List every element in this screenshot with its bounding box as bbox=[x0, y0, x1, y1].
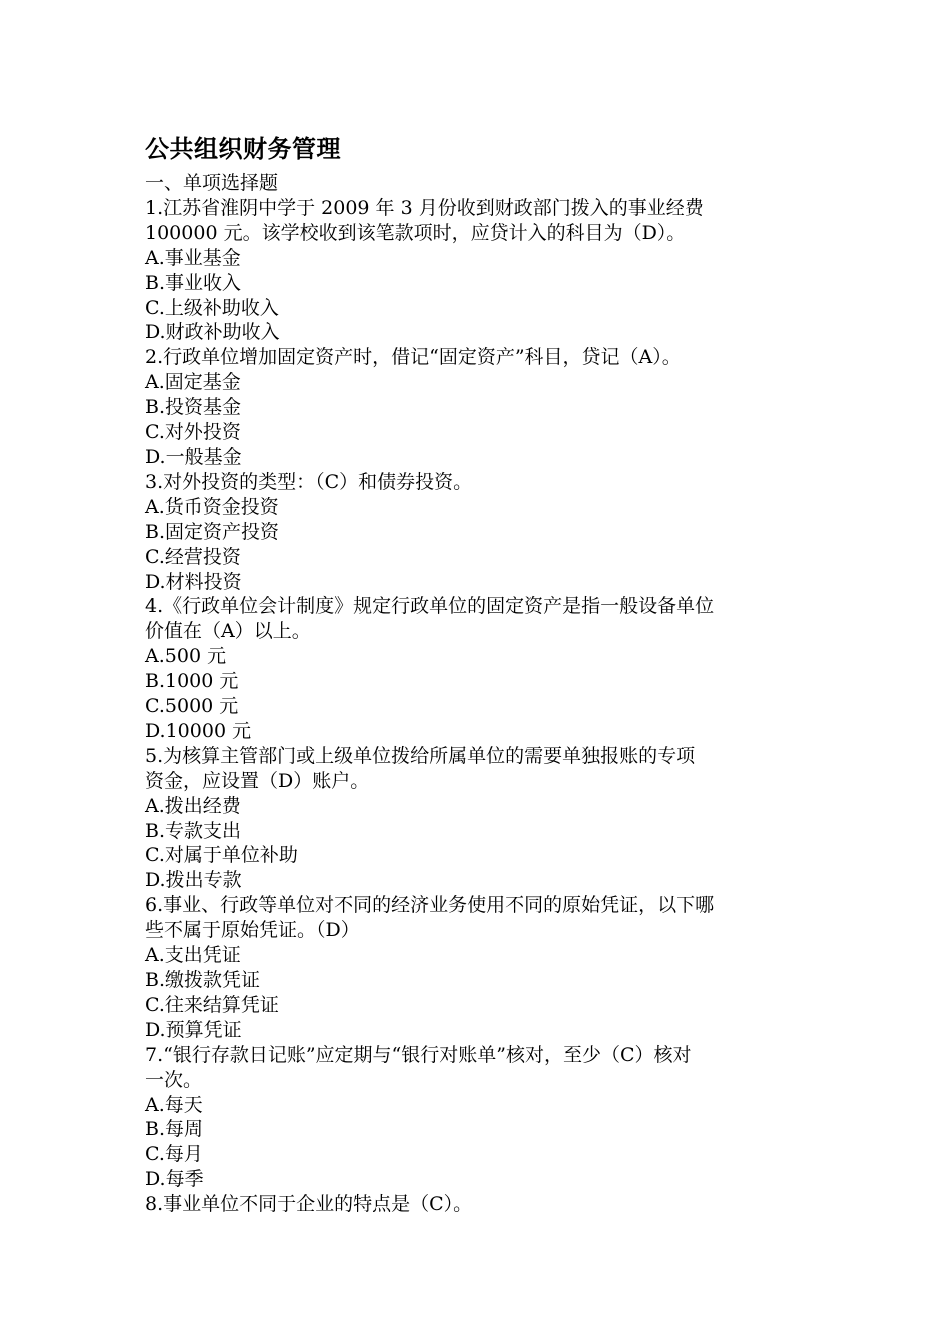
question-4-stem-line-2: 价值在（A）以上。 bbox=[145, 620, 311, 643]
question-list bbox=[145, 196, 825, 1217]
question-7-option-d: D.每季 bbox=[145, 1168, 204, 1191]
question-7-option-a: A.每天 bbox=[145, 1093, 203, 1116]
question-3-option-d: D.材料投资 bbox=[145, 570, 242, 593]
question-5-option-a: A.拨出经费 bbox=[145, 794, 241, 817]
question-7-stem-line-1: 7.“银行存款日记账”应定期与“银行对账单”核对，至少（C）核对 bbox=[145, 1043, 692, 1066]
question-8-stem: 8.事业单位不同于企业的特点是（C）。 bbox=[145, 1193, 473, 1216]
question-6-stem-line-1: 6.事业、行政等单位对不同的经济业务使用不同的原始凭证，以下哪 bbox=[145, 894, 715, 917]
question-5-stem-line-1: 5.为核算主管部门或上级单位拨给所属单位的需要单独报账的专项 bbox=[145, 744, 696, 767]
question-2-option-a: A.固定基金 bbox=[145, 371, 241, 394]
question-4-stem-line-1: 4.《行政单位会计制度》规定行政单位的固定资产是指一般设备单位 bbox=[145, 595, 715, 618]
question-2-option-d: D.一般基金 bbox=[145, 445, 242, 468]
question-4-option-d: D.10000 元 bbox=[145, 719, 252, 742]
question-3-option-a: A.货币资金投资 bbox=[145, 495, 279, 518]
question-4-option-a: A.500 元 bbox=[145, 645, 227, 668]
question-1-option-b: B.事业收入 bbox=[145, 271, 242, 294]
question-2-option-b: B.投资基金 bbox=[145, 396, 242, 419]
question-2-stem: 2.行政单位增加固定资产时，借记“固定资产”科目，贷记（A）。 bbox=[145, 346, 681, 369]
question-3-stem: 3.对外投资的类型：（C）和债券投资。 bbox=[145, 470, 473, 493]
question-1-option-a: A.事业基金 bbox=[145, 246, 241, 269]
question-7-option-b: B.每周 bbox=[145, 1118, 204, 1141]
question-1-stem-line-1: 1.江苏省淮阴中学于 2009 年 3 月份收到财政部门拨入的事业经费 bbox=[145, 196, 704, 219]
question-5-option-d: D.拨出专款 bbox=[145, 869, 242, 892]
question-6-option-c: C.往来结算凭证 bbox=[145, 993, 279, 1016]
question-4-option-b: B.1000 元 bbox=[145, 670, 239, 693]
question-3-option-c: C.经营投资 bbox=[145, 545, 241, 568]
document-page bbox=[145, 133, 825, 1217]
question-6-option-d: D.预算凭证 bbox=[145, 1018, 242, 1041]
question-5-stem-line-2: 资金，应设置（D）账户。 bbox=[145, 769, 370, 792]
question-1-option-c: C.上级补助收入 bbox=[145, 296, 279, 319]
question-2-option-c: C.对外投资 bbox=[145, 421, 241, 444]
section-heading: 一、单项选择题 bbox=[145, 172, 279, 194]
question-1-option-d: D.财政补助收入 bbox=[145, 321, 280, 344]
question-6-option-a: A.支出凭证 bbox=[145, 944, 241, 967]
question-4-option-c: C.5000 元 bbox=[145, 695, 239, 718]
question-3-option-b: B.固定资产投资 bbox=[145, 520, 280, 543]
question-6-option-b: B.缴拨款凭证 bbox=[145, 969, 261, 991]
question-1-stem-line-2: 100000 元。该学校收到该笔款项时，应贷计入的科目为（D）。 bbox=[145, 221, 686, 244]
question-6-stem-line-2: 些不属于原始凭证。（D） bbox=[145, 919, 360, 942]
question-5-option-c: C.对属于单位补助 bbox=[145, 844, 298, 867]
question-7-option-c: C.每月 bbox=[145, 1143, 203, 1166]
document-title: 公共组织财务管理 bbox=[145, 135, 341, 163]
question-5-option-b: B.专款支出 bbox=[145, 819, 242, 842]
question-7-stem-line-2: 一次。 bbox=[145, 1068, 203, 1091]
